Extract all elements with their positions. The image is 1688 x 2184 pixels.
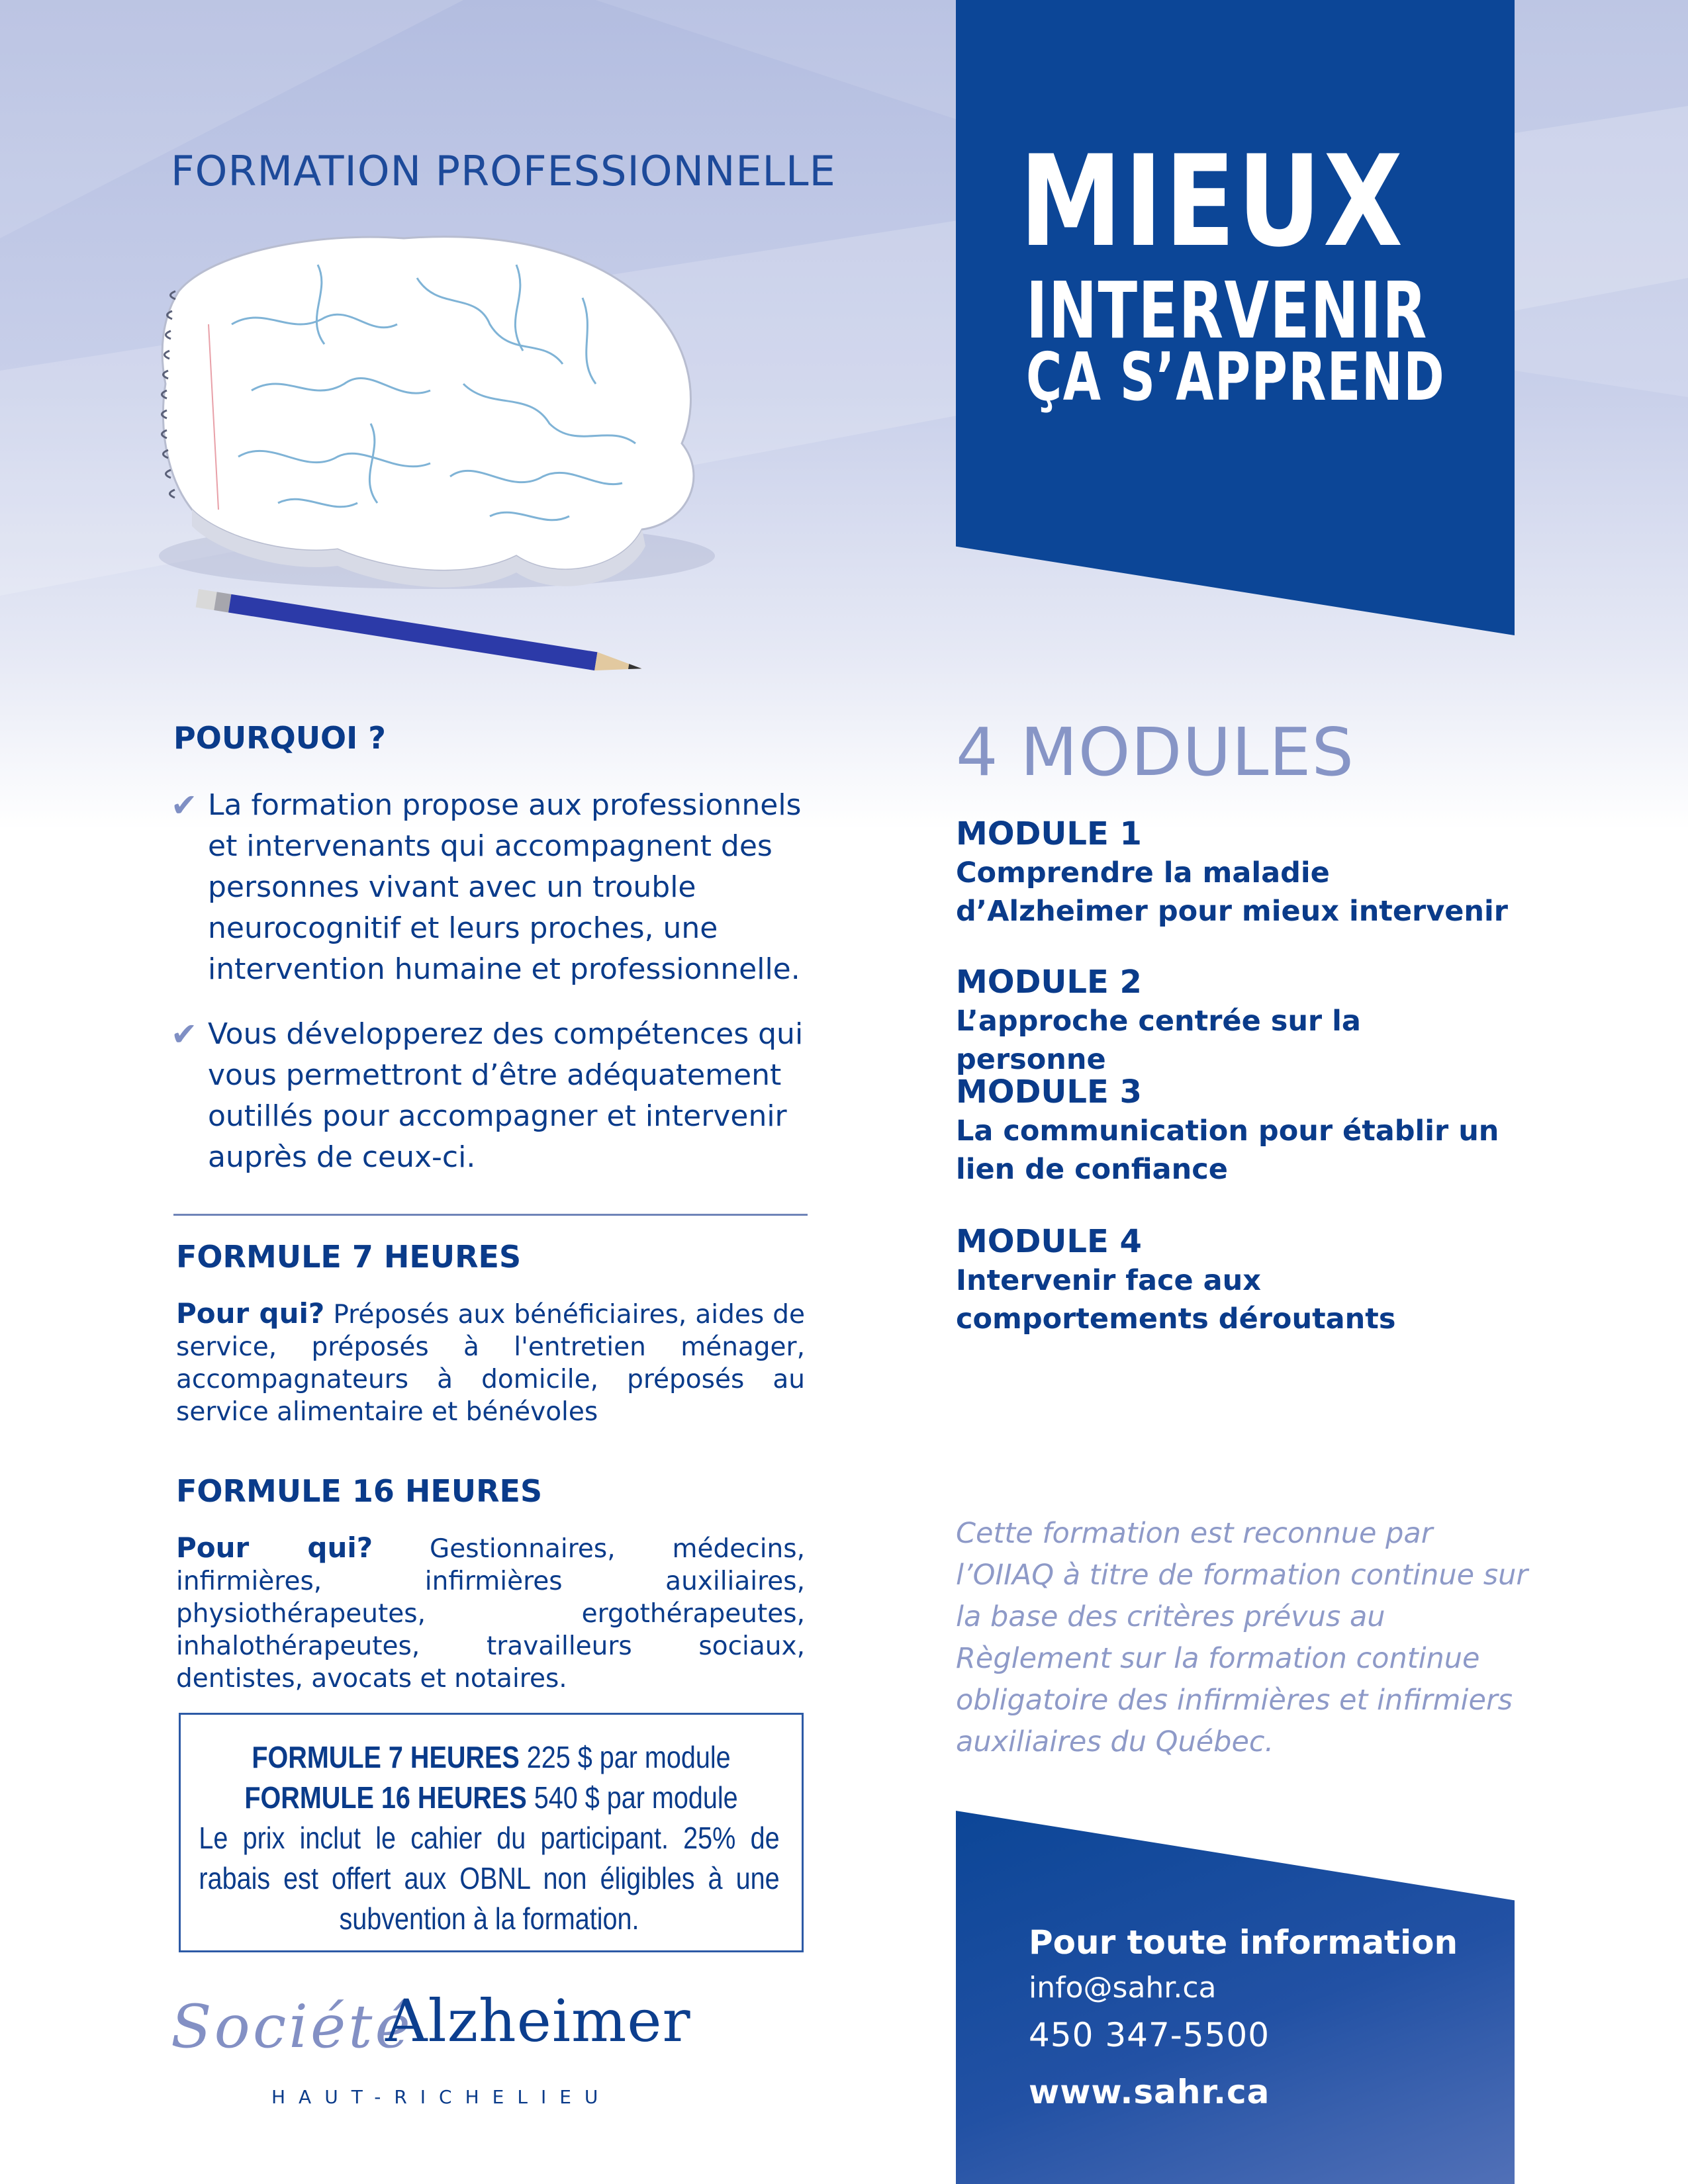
info-website-link[interactable]: www.sahr.ca (1029, 2073, 1270, 2111)
module-4-label: MODULE 4 (956, 1223, 1142, 1260)
checkmark-icon: ✔ (171, 787, 198, 824)
modules-heading: 4 MODULES (956, 713, 1354, 791)
recognition-note: Cette formation est reconnue par l’OIIAQ à titre de formation continue sur la base des critères prévus au Règlement sur la formation continue obligatoire des infirmières et infirmiers auxiliaires du Québec. (956, 1517, 1528, 1758)
price-box (179, 1713, 804, 1952)
price-label: FORMULE 7 HEURES (252, 1740, 520, 1774)
pourquoi-bullet-2 (171, 1014, 806, 1178)
formule-7-description (176, 1297, 805, 1428)
section-divider (173, 1214, 808, 1216)
pourquoi-bullet-1 (171, 785, 806, 990)
module-1-description: Comprendre la maladie d’Alzheimer pour mieux intervenir (956, 856, 1508, 928)
brain-notebook-illustration (119, 225, 715, 688)
formule-16-description (176, 1531, 805, 1695)
bullet-text: Vous développerez des compétences qui vous permettront d’être adéquatement outillés pour accompagner et intervenir auprès de ceux-ci. (208, 1017, 804, 1174)
module-1-label: MODULE 1 (956, 815, 1142, 852)
price-line-7h (241, 1737, 741, 1778)
module-2-label: MODULE 2 (956, 964, 1142, 1001)
info-phone[interactable]: 450 347-5500 (1029, 2016, 1270, 2054)
info-heading: Pour toute information (1029, 1923, 1458, 1962)
pour-qui-text: Préposés aux bénéficiaires, aides de service, préposés à l'entretien ménager, accompagnateurs à domicile, préposés au service alimentaire et bénévoles (176, 1300, 805, 1427)
formule-16-heading: FORMULE 16 HEURES (176, 1473, 543, 1509)
module-3-description: La communication pour établir un lien de confiance (956, 1115, 1499, 1186)
price-value: 225 $ par module (526, 1740, 731, 1774)
module-2-description: L’approche centrée sur la personne (956, 1005, 1361, 1076)
title-mieux: MIEUX (1019, 128, 1405, 275)
pour-qui-label: Pour qui? (176, 1531, 373, 1564)
price-line-16h (241, 1778, 741, 1818)
top-label: FORMATION PROFESSIONNELLE (171, 147, 836, 195)
info-email-link[interactable]: info@sahr.ca (1029, 1971, 1217, 2005)
pourquoi-heading: POURQUOI ? (173, 720, 386, 756)
bullet-text: La formation propose aux professionnels et intervenants qui accompagnent des personnes vivant avec un trouble neurocognitif et leurs proches, une intervention humaine et professionnelle. (208, 788, 802, 986)
checkmark-icon: ✔ (171, 1016, 198, 1053)
price-note: Le prix inclut le cahier du participant. 25% de rabais est offert aux OBNL non éligibles à une subvention à la formation. (199, 1821, 780, 1936)
logo-region: HAUT-RICHELIEU (271, 2086, 612, 2108)
price-value: 540 $ par module (534, 1780, 738, 1815)
title-intervenir: INTERVENIR (1026, 265, 1428, 356)
price-label: FORMULE 16 HEURES (244, 1780, 527, 1815)
title-ca-sapprend: ÇA S’APPREND (1026, 338, 1446, 416)
logo-societe: Société (171, 1992, 413, 2062)
logo-alzheimer: Alzheimer (385, 1987, 691, 2055)
module-3-label: MODULE 3 (956, 1073, 1142, 1111)
pour-qui-label: Pour qui? (176, 1297, 325, 1330)
pour-qui-text: Gestionnaires, médecins, infirmières, infirmières auxiliaires, physiothérapeutes, ergothérapeutes, inhalothérapeutes, travailleurs sociaux, dentistes, avocats et notaires. (176, 1534, 805, 1694)
module-4-description: Intervenir face aux comportements déroutants (956, 1264, 1396, 1336)
formule-7-heading: FORMULE 7 HEURES (176, 1239, 522, 1275)
